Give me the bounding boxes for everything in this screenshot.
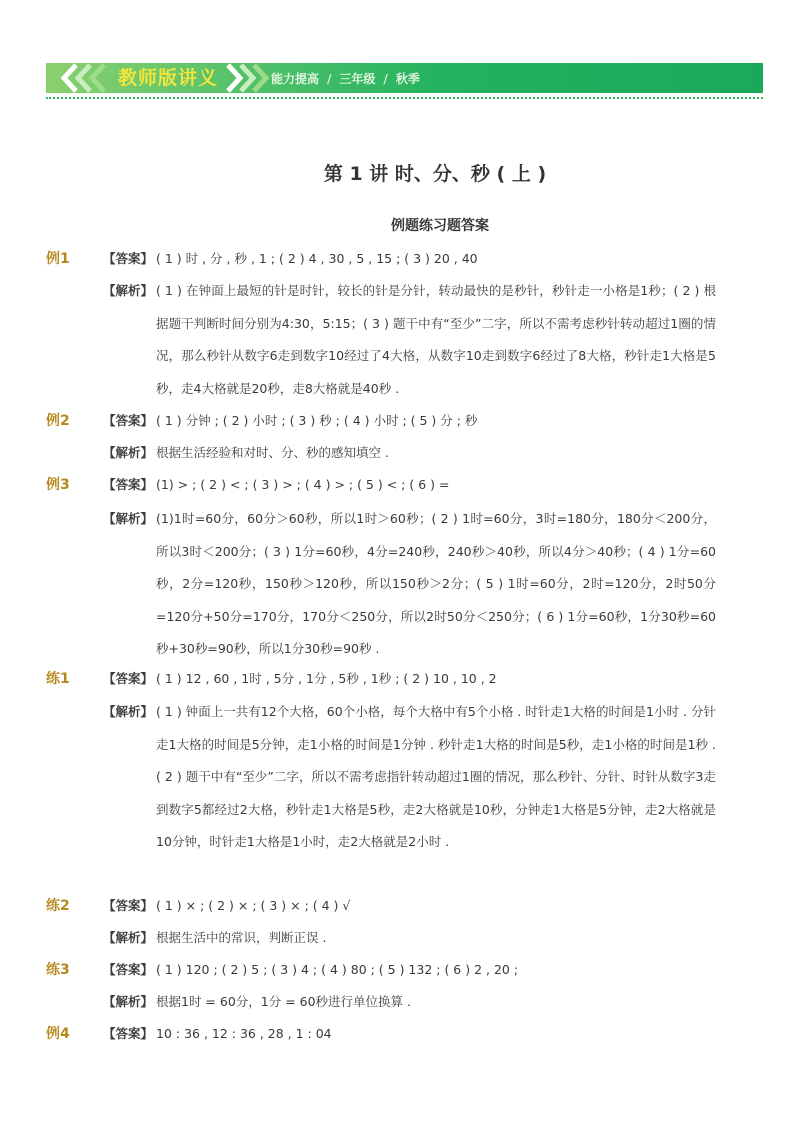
entry-number: 例2 [46, 413, 70, 429]
analysis-tag: 【解析】 [103, 994, 154, 1009]
analysis-text: (1)1时=60分，60分＞60秒，所以1时＞60秒；( 2 ) 1时=60分，3时=180分，180分＜200分，所以3时＜200分；( 3 ) 1分=60秒，4分=240秒，240秒＞40秒，所以4分＞40秒；( 4 ) 1分=60秒，2分=120秒，150秒＞120秒，所以150秒＞2分；( 5 ) 1时=60分，2时=120分，2时50分=120分+50分=170分，170分＜250分，所以2时50分＜250分；( 6 ) 1分=60秒，1分30秒=60秒+30秒=90秒，所以1分30秒=90秒 . [156, 511, 716, 656]
section-subtitle: 例题练习题答案 [391, 218, 489, 234]
answer-text: ( 1 ) × ; ( 2 ) × ; ( 3 ) × ; ( 4 ) √ [156, 898, 351, 913]
analysis-text: 根据生活经验和对时、分、秒的感知填空 . [156, 445, 389, 460]
breadcrumb-season: 秋季 [395, 72, 420, 86]
banner-title: 教师版讲义 [118, 67, 219, 89]
header-dotted-divider [46, 97, 763, 99]
analysis-tag: 【解析】 [103, 704, 154, 719]
double-chevron-left-icon [50, 63, 114, 93]
entry-number: 例1 [46, 251, 70, 267]
breadcrumb-level: 能力提高 [271, 72, 320, 86]
entry-number: 例3 [46, 477, 70, 493]
analysis-tag: 【解析】 [103, 930, 154, 945]
answer-text: 10 : 36 , 12 : 36 , 28 , 1 : 04 [156, 1026, 332, 1041]
answer-tag: 【答案】 [103, 962, 154, 977]
answer-tag: 【答案】 [103, 251, 154, 266]
answer-tag: 【答案】 [103, 477, 154, 492]
analysis-text: 根据1时 = 60分，1分 = 60秒进行单位换算 . [156, 994, 412, 1009]
page-title: 第 1 讲 时、分、秒 ( 上 ) [323, 163, 547, 185]
entry-number: 练3 [46, 962, 70, 978]
answer-tag: 【答案】 [103, 1026, 154, 1041]
answer-tag: 【答案】 [103, 898, 154, 913]
entry-number: 练2 [46, 898, 70, 914]
answer-tag: 【答案】 [103, 671, 154, 686]
answer-text: ( 1 ) 12 , 60 , 1时 , 5分 , 1分 , 5秒 , 1秒 ; ( 2 ) 10 , 10 , 2 [156, 671, 497, 686]
breadcrumb-separator: / [383, 72, 388, 86]
entry-number: 例4 [46, 1026, 70, 1042]
answer-tag: 【答案】 [103, 413, 154, 428]
breadcrumb-separator: / [327, 72, 332, 86]
header-banner [46, 63, 763, 93]
double-chevron-right-icon [224, 63, 270, 93]
analysis-tag: 【解析】 [103, 445, 154, 460]
analysis-text: 根据生活中的常识，判断正误 . [156, 930, 327, 945]
answer-text: ( 1 ) 120 ; ( 2 ) 5 ; ( 3 ) 4 ; ( 4 ) 80 ; ( 5 ) 132 ; ( 6 ) 2 , 20 ; [156, 962, 519, 977]
analysis-text: ( 1 ) 在钟面上最短的针是时针，较长的针是分针，转动最快的是秒针，秒针走一小格是1秒；( 2 ) 根据题干判断时间分别为4:30，5:15；( 3 ) 题干中有“至少”二字，所以不需考虑秒针转动超过1圈的情况，那么秒针从数字6走到数字10经过了4大格，从数字10走到数字6经过了8大格，秒针走1大格是5秒，走4大格就是20秒，走8大格就是40秒 . [156, 283, 716, 396]
analysis-tag: 【解析】 [103, 511, 154, 526]
analysis-tag: 【解析】 [103, 283, 154, 298]
answer-text: (1) > ; ( 2 ) < ; ( 3 ) > ; ( 4 ) > ; ( 5 ) < ; ( 6 ) = [156, 477, 450, 492]
breadcrumb-grade: 三年级 [339, 72, 376, 86]
answer-text: ( 1 ) 分钟 ; ( 2 ) 小时 ; ( 3 ) 秒 ; ( 4 ) 小时 ; ( 5 ) 分 ; 秒 [156, 413, 478, 428]
breadcrumb [271, 71, 420, 87]
entry-number: 练1 [46, 671, 70, 687]
answer-text: ( 1 ) 时 , 分 , 秒 , 1 ; ( 2 ) 4 , 30 , 5 , 15 ; ( 3 ) 20 , 40 [156, 251, 478, 266]
analysis-text: ( 1 ) 钟面上一共有12个大格，60个小格，每个大格中有5个小格 . 时针走1大格的时间是1小时 . 分针走1大格的时间是5分钟，走1小格的时间是1分钟 . 秒针走1大格的时间是5秒，走1小格的时间是1秒 . ( 2 ) 题干中有“至少”二字，所以不需考虑指针转动超过1圈的情况，那么秒针、分针、时针从数字3走到数字5都经过2大格，秒针走1大格是5秒，走2大格就是10秒，分钟走1大格是5分钟，走2大格就是10分钟，时针走1大格是1小时，走2大格就是2小时 . [156, 704, 716, 849]
